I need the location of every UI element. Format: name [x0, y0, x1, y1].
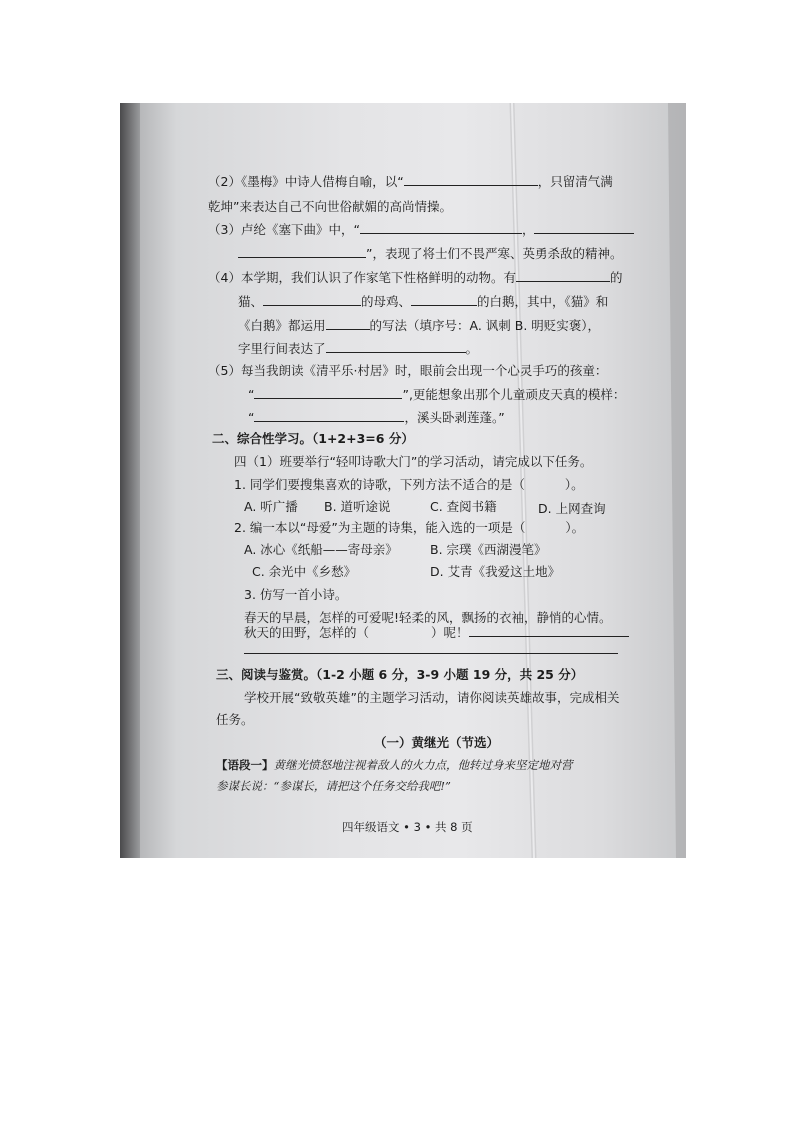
passage-label: 【语段一】: [216, 758, 274, 772]
exam-page: [120, 103, 686, 858]
s2-q3-prompt: 秋天的田野，怎样的（: [244, 625, 370, 640]
q4-line4-b: 。: [465, 341, 479, 356]
s2-q2-option-d[interactable]: D. 艾青《我爱这土地》: [430, 564, 561, 579]
s2-q2-option-a[interactable]: A. 冰心《纸船——寄母亲》: [244, 542, 398, 557]
s2-q1-end: ）。: [564, 477, 584, 492]
q4-line3-b: 的写法（填序号：A. 讽刺 B. 明贬实褒），: [369, 318, 601, 333]
s2-q2-option-b[interactable]: B. 宗璞《西湖漫笔》: [430, 542, 547, 557]
q4-line2-b: 的母鸡、: [361, 294, 412, 309]
q4-line2-a: 猫、: [238, 294, 264, 309]
s2-q1-option-a[interactable]: A. 听广播: [244, 499, 298, 514]
s2-q1-option-b[interactable]: B. 道听途说: [324, 499, 391, 514]
passage-line-2: 参谋长说：“参谋长，请把这个任务交给我吧!”: [216, 779, 451, 793]
passage-line-1: 黄继光愤怒地注视着敌人的火力点，他转过身来坚定地对营: [273, 758, 573, 772]
section-2-intro: 四（1）班要举行“轻叩诗歌大门”的学习活动，请完成以下任务。: [234, 454, 593, 469]
passage-title: （一）黄继光（节选）: [374, 735, 500, 750]
q3-comma: ，: [521, 222, 535, 237]
exam-photo: [120, 103, 686, 858]
s2-q2-text: 2. 编一本以“母爱”为主题的诗集，能入选的一项是（: [234, 520, 526, 535]
s2-q1-option-d[interactable]: D. 上网查询: [538, 501, 606, 516]
section-3-intro-2: 任务。: [216, 712, 254, 727]
s2-q3-title: 3. 仿写一首小诗。: [244, 587, 348, 602]
s2-q1-text: 1. 同学们要搜集喜欢的诗歌，下列方法不适合的是（: [234, 477, 525, 492]
q4-blank-2[interactable]: [263, 293, 361, 306]
q5-line2-a: “: [248, 387, 255, 402]
s2-q1-option-c[interactable]: C. 查阅书籍: [430, 499, 497, 514]
q5-blank-2[interactable]: [254, 409, 404, 422]
q5-line2-b: ”,更能想象出那个儿童顽皮天真的模样：: [402, 387, 626, 402]
q5-blank-1[interactable]: [254, 386, 402, 399]
q3-blank-3[interactable]: [238, 245, 366, 258]
section-3-title: 三、阅读与鉴赏。（1-2 小题 6 分，3-9 小题 19 分，共 25 分）: [216, 667, 584, 682]
s2-q2-option-c[interactable]: C. 余光中《乡愁》: [252, 564, 357, 579]
q2-blank[interactable]: [404, 173, 538, 186]
q4-line4-a: 字里行间表达了: [238, 341, 326, 356]
q4-blank-5[interactable]: [326, 340, 466, 353]
q4-line3-a: 《白鹅》都运用: [238, 318, 326, 333]
q4-blank-1[interactable]: [516, 269, 610, 282]
q2-line2: 乾坤”来表达自己不向世俗献媚的高尚情操。: [208, 199, 452, 214]
q4-blank-4[interactable]: [326, 317, 370, 330]
q3-line2-text: ”，表现了将士们不畏严寒、英勇杀敌的精神。: [366, 246, 623, 261]
section-2-title: 二、综合性学习。（1+2+3=6 分）: [212, 431, 414, 446]
q2-line1-end: ，只留清气满: [537, 174, 613, 189]
q4-line2-c: 的白鹅，其中，《猫》和: [477, 294, 609, 309]
q5-line3-a: “: [248, 410, 255, 425]
q4-blank-3[interactable]: [411, 293, 477, 306]
q4-line1-text: （4）本学期，我们认识了作家笔下性格鲜明的动物。有: [208, 270, 516, 285]
q5-line3-b: ，溪头卧剥莲蓬。”: [404, 410, 505, 425]
q3-line1-text: （3）卢纶《塞下曲》中，“: [208, 222, 360, 237]
s2-q3-prompt-end: ）呢！: [431, 625, 469, 640]
q2-line1-text: （2）《墨梅》中诗人借梅自喻，以“: [208, 174, 404, 189]
s2-q3-example: 春天的早晨，怎样的可爱呢!轻柔的风，飘扬的衣袖，静悄的心情。: [244, 610, 612, 625]
q4-line1-end: 的: [609, 270, 623, 285]
s2-q2-end: ）。: [565, 520, 585, 535]
section-3-intro-1: 学校开展“致敬英雄”的主题学习活动，请你阅读英雄故事，完成相关: [244, 690, 620, 705]
q5-line1: （5）每当我朗读《清平乐·村居》时，眼前会出现一个心灵手巧的孩童：: [208, 363, 608, 378]
s2-q3-blank-2[interactable]: [244, 641, 618, 654]
page-footer: 四年级语文 • 3 • 共 8 页: [342, 820, 473, 834]
s2-q3-blank-1[interactable]: [469, 624, 629, 637]
q3-blank-2[interactable]: [534, 221, 634, 234]
q3-blank-1[interactable]: [360, 221, 522, 234]
